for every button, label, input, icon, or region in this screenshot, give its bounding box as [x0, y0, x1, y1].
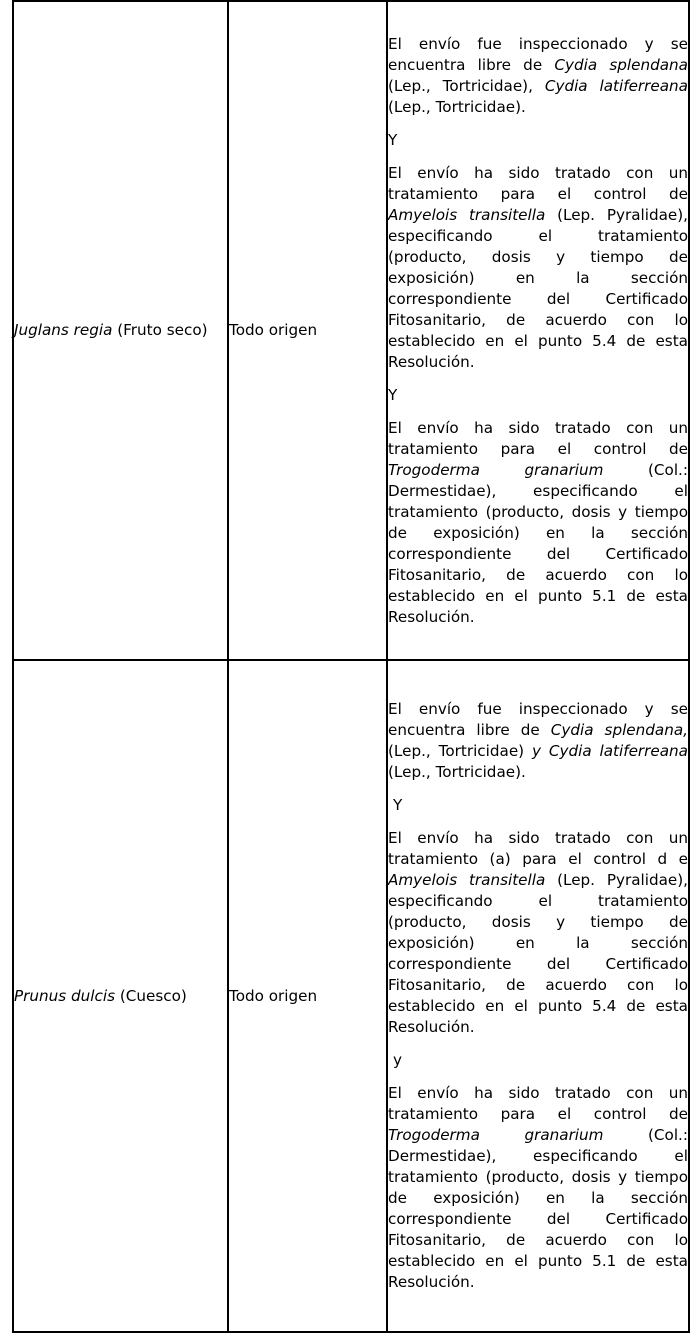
requirement-text: El envío ha sido tratado con un tratamiento para el control de [388, 163, 688, 203]
requirement-text: El envío fue inspeccionado y se encuentra libre de [388, 34, 688, 74]
requirement-text: (Lep., Tortricidae). [388, 763, 526, 781]
requirement-text: (Lep., Tortricidae). [388, 97, 526, 116]
requirement-inspection [388, 34, 688, 118]
requirement-inspection [388, 699, 688, 783]
pest-name: Cydia splendana, [550, 721, 688, 739]
pest-name: Trogoderma granarium [388, 1126, 604, 1144]
requirement-text: El envío ha sido tratado con un tratamiento (a) para el control d e [388, 829, 688, 868]
origin-cell: Todo origen [228, 660, 387, 1332]
requirement-text: El envío ha sido tratado con un tratamiento para el control de [388, 1084, 688, 1123]
species-common-name: (Cuesco) [115, 986, 187, 1005]
requirement-text: El envío ha sido tratado con un tratamiento para el control de [388, 418, 688, 458]
conjunction-inline: y [531, 742, 541, 760]
requirements-cell [387, 1, 689, 660]
pest-name: Amyelois transitella [388, 871, 546, 889]
requirement-text: (Col.: Dermestidae), especificando el tratamiento (producto, dosis y tiempo de exposición) en la sección correspondiente del Certificado Fitosanitario, de acuerdo con lo establecido en el punto 5.1 de esta Resolución. [388, 460, 688, 626]
table-row [13, 1, 689, 660]
requirement-text: (Lep., Tortricidae) [388, 742, 532, 760]
requirement-text: (Lep., Tortricidae), [388, 76, 545, 95]
requirement-text: El envío fue inspeccionado y se encuentra libre de [388, 700, 688, 739]
requirement-treatment-trogoderma [388, 1083, 688, 1293]
pest-name: Trogoderma granarium [388, 460, 604, 479]
requirement-text: (Lep. Pyralidae), especificando el tratamiento (producto, dosis y tiempo de exposición) en la sección correspondiente del Certificado Fitosanitario, de acuerdo con lo establecido en el punto 5.4 de esta Resolución. [388, 871, 688, 1036]
pest-name: Cydia latiferreana [544, 76, 688, 95]
requirement-text: (Col.: Dermestidae), especificando el tratamiento (producto, dosis y tiempo de exposición) en la sección correspondiente del Certificado Fitosanitario, de acuerdo con lo establecido en el punto 5.1 de esta Resolución. [388, 1126, 688, 1291]
species-common-name: (Fruto seco) [112, 321, 208, 339]
requirement-treatment-amyelois [388, 828, 688, 1038]
species-scientific-name: Prunus dulcis [14, 986, 115, 1005]
requirements-cell [387, 660, 689, 1332]
origin-cell: Todo origen [228, 1, 387, 660]
table-row [13, 660, 689, 1332]
species-scientific-name: Juglans regia [14, 321, 113, 339]
pest-name: Cydia latiferreana [540, 742, 688, 760]
conjunction: Y [393, 796, 403, 814]
conjunction: Y [388, 130, 398, 149]
species-cell [13, 660, 228, 1332]
phytosanitary-requirements-table [12, 0, 690, 1333]
species-cell [13, 1, 228, 660]
requirement-treatment-trogoderma [388, 418, 688, 628]
conjunction: y [393, 1051, 402, 1069]
pest-name: Amyelois transitella [388, 205, 546, 224]
requirement-text: (Lep. Pyralidae), especificando el tratamiento (producto, dosis y tiempo de exposición) en la sección correspondiente del Certificado Fitosanitario, de acuerdo con lo establecido en el punto 5.4 de esta Resolución. [388, 205, 688, 371]
conjunction: Y [388, 385, 398, 404]
requirement-treatment-amyelois [388, 163, 688, 373]
pest-name: Cydia splendana [554, 55, 688, 74]
